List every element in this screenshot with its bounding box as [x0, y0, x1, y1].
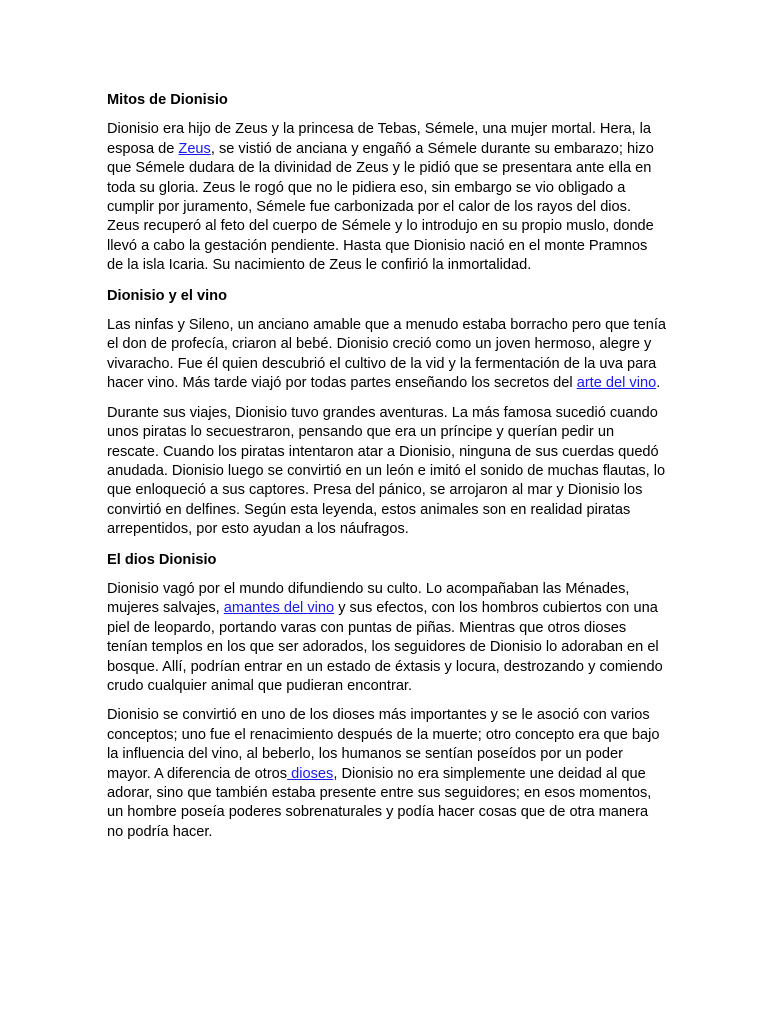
paragraph-dios-1 — [107, 580, 667, 696]
section-heading-vino: Dionisio y el vino — [107, 287, 228, 304]
paragraph-text: Las ninfas y Sileno, un anciano amable que a menudo estaba borracho pero que tenía el don de profecía, criaron al bebé. Dionisio creció como un joven hermoso, alegre y vivaracho. Fue él quien descubrió el cultivo de la vid y la fermentación de la uva para hacer vino. Más tarde viajó por todas partes enseñando los secretos del — [107, 317, 667, 392]
paragraph-text: . — [656, 375, 661, 392]
link-amantes-del-vino[interactable]: amantes del vino — [223, 600, 335, 617]
paragraph-vino-2: Durante sus viajes, Dionisio tuvo grandes aventuras. La más famosa sucedió cuando unos piratas lo secuestraron, pensando que era un príncipe y querían pedir un rescate. Cuando los piratas intentaron atar a Dionisio, ninguna de sus cuerdas quedó anudada. Dionisio luego se convirtió en un león e imitó el sonido de muchas flautas, lo que enloqueció a sus captores. Presa del pánico, se arrojaron al mar y Dionisio los convirtió en delfines. Según esta leyenda, estos animales son en realidad piratas arrepentidos, por esto ayudan a los náufragos. — [107, 404, 666, 538]
section-heading-mitos: Mitos de Dionisio — [107, 92, 228, 108]
link-dioses[interactable]: dioses — [287, 765, 334, 782]
section-heading-dios: El dios Dionisio — [107, 551, 217, 568]
paragraph-text: y sus efectos, con los hombros cubiertos con una piel de leopardo, portando varas con puntas de piñas. Mientras que otros dioses tenían templos en los que ser adorados, los seguidores de Dionisio lo adoraban en el bosque. Allí, podrían entrar en un estado de éxtasis y locura, destrozando y comiendo crudo cualquier animal que pudieran encontrar. — [107, 600, 663, 694]
paragraph-dios-2 — [107, 706, 667, 842]
paragraph-text: , se vistió de anciana y engañó a Sémele durante su embarazo; hizo que Sémele dudara de la divinidad de Zeus y le pidió que se presentara ante ella en toda su gloria. Zeus le rogó que no le pidiera eso, sin embargo se vio obligado a cumplir por juramento, Sémele fue carbonizada por el calor de los rayos del dios. Zeus recuperó al feto del cuerpo de Sémele y lo introdujo en su propio muslo, donde llevó a cabo la gestación pendiente. Hasta que Dionisio nació en el monte Pramnos de la isla Icaria. Su nacimiento de Zeus le confirió la inmortalidad. — [107, 140, 654, 274]
link-zeus[interactable]: Zeus — [178, 140, 211, 157]
paragraph-text: Dionisio vagó por el mundo difundiendo su culto. Lo acompañaban las Ménades, mujeres salvajes, — [107, 580, 630, 617]
paragraph-text: Dionisio era hijo de Zeus y la princesa de Tebas, Sémele, una mujer mortal. Hera, la esposa de — [107, 121, 652, 157]
paragraph-text: Dionisio se convirtió en uno de los dioses más importantes y se le asoció con varios conceptos; uno fue el renacimiento después de la muerte; otro concepto era que bajo la influencia del vino, al beberlo, los humanos se sentían poseídos por un poder mayor. A diferencia de otros — [107, 707, 660, 782]
link-arte-del-vino[interactable]: arte del vino — [576, 375, 657, 392]
paragraph-vino-1 — [107, 316, 667, 394]
document-page — [107, 90, 667, 842]
paragraph-text: , Dionisio no era simplemente une deidad al que adorar, sino que también estaba presente entre sus seguidores; en esos momentos, un hombre poseía poderes sobrenaturales y podía hacer cosas que de otra manera no podría hacer. — [107, 765, 652, 840]
paragraph-mitos — [107, 120, 667, 275]
